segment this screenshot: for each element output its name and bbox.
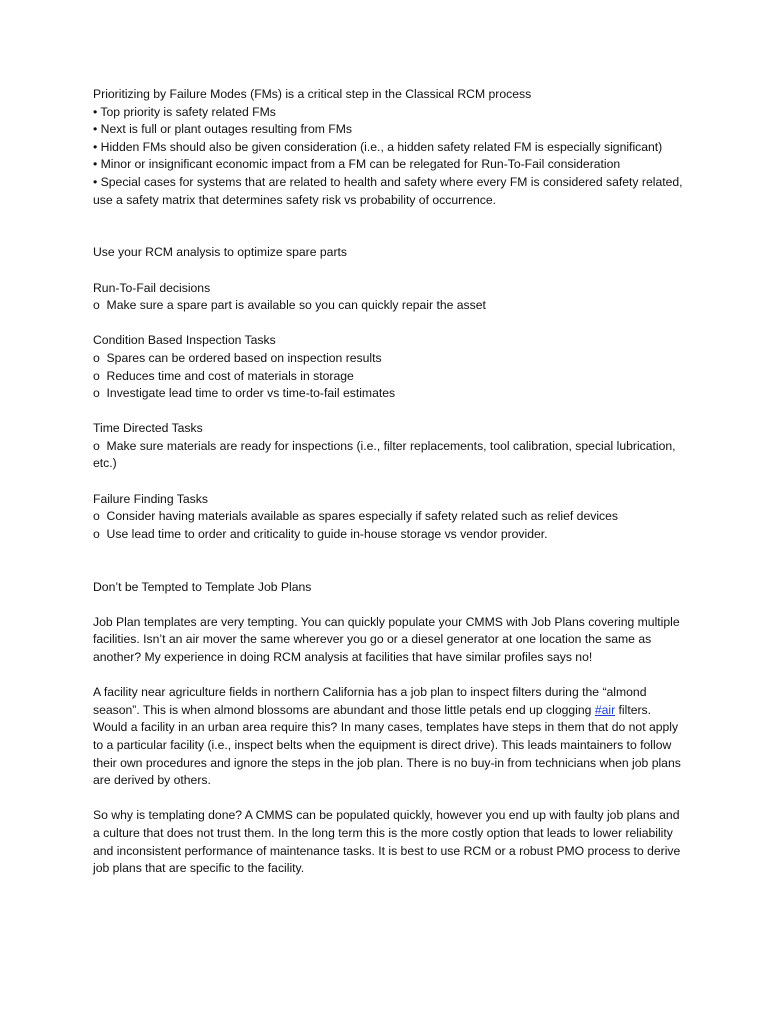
group-condition-based: [93, 332, 683, 402]
paragraph: Job Plan templates are very tempting. You can quickly populate your CMMS with Job Plans covering multiple facilities. Isn’t an air mover the same wherever you go or a diesel generator at one location the same as another? My experience in doing RCM analysis at facilities that have similar profiles says no!: [93, 614, 684, 664]
spacer: [93, 790, 683, 808]
spacer: [93, 667, 683, 685]
list-item: o Investigate lead time to order vs time-to-fail estimates: [93, 386, 396, 401]
spacer: [93, 262, 683, 280]
spacer: [93, 209, 683, 227]
section-heading: Don’t be Tempted to Template Job Plans: [93, 579, 312, 594]
paragraph-text: A facility near agriculture fields in northern California has a job plan to inspect filters during the “almond season”. This is when almond blossoms are abundant and those little petals end up clogging: [93, 685, 650, 717]
document-body: [93, 86, 686, 878]
section-heading: Use your RCM analysis to optimize spare parts: [93, 245, 347, 260]
bullet-item: • Next is full or plant outages resulting from FMs: [93, 122, 352, 137]
bullet-item: • Top priority is safety related FMs: [93, 104, 276, 119]
group-run-to-fail: [93, 280, 683, 315]
list-item: o Consider having materials available as spares especially if safety related such as relief devices: [93, 509, 619, 524]
list-item: o Spares can be ordered based on inspection results: [93, 350, 382, 365]
spacer: [93, 403, 683, 421]
bullet-item: • Special cases for systems that are related to health and safety where every FM is considered safety related, use a safety matrix that determines safety risk vs probability of occurrence.: [93, 174, 686, 207]
spacer: [93, 543, 683, 561]
group-failure-finding: [93, 491, 683, 544]
section-prioritizing: [93, 86, 686, 209]
paragraph: [93, 684, 683, 790]
hashtag-air-link[interactable]: #air: [594, 702, 616, 717]
bullet-item: • Minor or insignificant economic impact from a FM can be relegated for Run-To-Fail consideration: [93, 157, 621, 172]
group-title: Condition Based Inspection Tasks: [93, 333, 276, 348]
spacer: [93, 227, 683, 245]
group-time-directed: [93, 420, 683, 473]
section-job-plans: [93, 579, 683, 878]
group-title: Run-To-Fail decisions: [93, 280, 211, 295]
paragraph-text: filters. Would a facility in an urban area require this? In many cases, templates have steps in them that do not apply to a particular facility (i.e., inspect belts when the equipment is direct drive). This leads maintainers to follow their own procedures and ignore the steps in the job plan. There is no buy-in from technicians when job plans are derived by others.: [93, 702, 685, 788]
bullet-item: • Hidden FMs should also be given consideration (i.e., a hidden safety related FM is especially significant): [93, 139, 663, 154]
paragraph: So why is templating done? A CMMS can be populated quickly, however you end up with faulty job plans and a culture that does not trust them. In the long term this is the more costly option that leads to lower reliability and inconsistent performance of maintenance tasks. It is best to use RCM or a robust PMO process to derive job plans that are specific to the facility.: [93, 808, 684, 876]
intro-paragraph: Prioritizing by Failure Modes (FMs) is a critical step in the Classical RCM process: [93, 87, 532, 101]
spacer: [93, 473, 683, 491]
list-item: o Make sure materials are ready for inspections (i.e., filter replacements, tool calibration, special lubrication, etc.): [93, 438, 679, 471]
list-item: o Make sure a spare part is available so you can quickly repair the asset: [93, 298, 486, 313]
section-spare-parts: [93, 244, 683, 543]
spacer: [93, 561, 683, 579]
group-title: Failure Finding Tasks: [93, 491, 208, 506]
spacer: [93, 315, 683, 333]
spacer: [93, 596, 683, 614]
list-item: o Use lead time to order and criticality to guide in-house storage vs vendor provider.: [93, 526, 548, 541]
list-item: o Reduces time and cost of materials in storage: [93, 368, 354, 383]
group-title: Time Directed Tasks: [93, 421, 203, 436]
